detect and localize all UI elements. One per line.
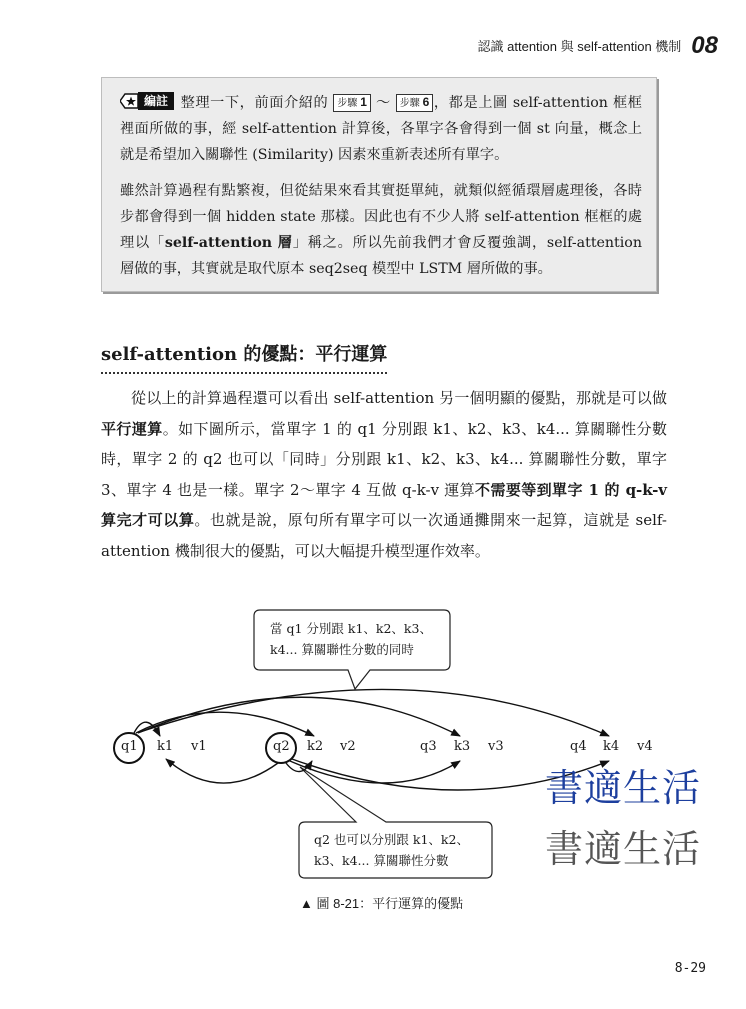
body-text: 。也就是說，原句所有單字可以一次通通攤開來一起算，這就是 self-attention 機制很大的優點，可以大幅提升模型運作效率。 <box>101 511 667 560</box>
chapter-number: 08 <box>691 32 718 59</box>
figure-caption: ▲ 圖 8-21：平行運算的優點 <box>300 896 464 911</box>
label-v1: v1 <box>191 739 207 754</box>
step-number: 1 <box>360 95 367 109</box>
page-number: 8-29 <box>674 961 706 976</box>
range-separator: ～ <box>375 95 391 111</box>
callout-line: k4... 算關聯性分數的同時 <box>270 642 414 657</box>
arrow-q2-k2 <box>286 761 312 772</box>
running-header <box>478 34 718 58</box>
step-badge <box>396 94 433 112</box>
arrow-q1-k3 <box>138 697 460 736</box>
step-badge <box>333 94 370 112</box>
step-prefix: 步驟 <box>337 98 358 109</box>
callout-top-text <box>270 618 432 660</box>
arrow-q2-k1 <box>166 759 278 783</box>
label-v4: v4 <box>637 739 653 754</box>
label-q2: q2 <box>273 739 290 754</box>
editor-note-box <box>101 77 657 292</box>
note-text: ，都是上圖 self-attention 框框裡面所做的事，經 self-attention 計算後，各單字各會得到一個 st 向量，概念上就是希望加入關聯性 (Similarity) 因素來重新表述所有單字。 <box>120 95 642 163</box>
step-prefix: 步驟 <box>399 98 420 109</box>
editor-note-label: 編註 <box>138 92 174 110</box>
note-paragraph-1 <box>120 90 642 168</box>
editor-note-tag <box>120 92 174 110</box>
callout-line: q2 也可以分別跟 k1、k2、 <box>314 832 469 847</box>
body-bold: 平行運算 <box>101 419 163 438</box>
label-k1: k1 <box>157 739 174 754</box>
label-q3: q3 <box>420 739 437 754</box>
step-number: 6 <box>422 95 430 109</box>
label-q1: q1 <box>121 739 138 754</box>
callout-line: k3、k4... 算關聯性分數 <box>314 853 449 868</box>
body-paragraph <box>101 383 667 566</box>
callout-line: 當 q1 分別跟 k1、k2、k3、 <box>270 621 432 636</box>
label-v2: v2 <box>340 739 356 754</box>
section-title: self-attention 的優點：平行運算 <box>101 340 387 374</box>
watermark-gray: 書適生活 <box>545 827 702 871</box>
label-k2: k2 <box>307 739 324 754</box>
label-q4: q4 <box>570 739 587 754</box>
label-v3: v3 <box>488 739 504 754</box>
note-bold-term: self-attention 層 <box>164 235 293 251</box>
note-text: 雖然計算過程有點繁複，但從結果來看其實挺單純，就類似經循環層處理後，各時步都會得到一個 hidden state 那樣。因此也有不少人將 self-attention 框框的處理以「 <box>120 183 642 251</box>
callout-bottom-text <box>314 829 469 871</box>
header-title: 認識 attention 與 self-attention 機制 <box>477 39 682 54</box>
note-text: 」稱之。所以先前我們才會反覆強調，self-attention 層做的事，其實就是取代原本 seq2seq 模型中 LSTM 層所做的事。 <box>120 235 642 277</box>
note-paragraph-2 <box>120 178 642 282</box>
star-icon <box>120 92 138 110</box>
body-bold: 不需要等到單字 1 的 q-k-v 算完才可以算 <box>101 480 668 529</box>
note-text: 整理一下，前面介紹的 <box>180 95 329 111</box>
label-k4: k4 <box>603 739 620 754</box>
body-text: 從以上的計算過程還可以看出 self-attention 另一個明顯的優點，那就是可以做 <box>131 389 667 407</box>
body-text: 。如下圖所示，當單字 1 的 q1 分別跟 k1、k2、k3、k4... 算關聯性分數時，單字 2 的 q2 也可以「同時」分別跟 k1、k2、k3、k4... 算關聯性分數，單字 3、單字 4 也是一樣。單字 2～單字 4 互做 q-k-v 運算 <box>101 419 667 499</box>
label-k3: k3 <box>454 739 471 754</box>
watermark-blue: 書適生活 <box>545 766 702 810</box>
